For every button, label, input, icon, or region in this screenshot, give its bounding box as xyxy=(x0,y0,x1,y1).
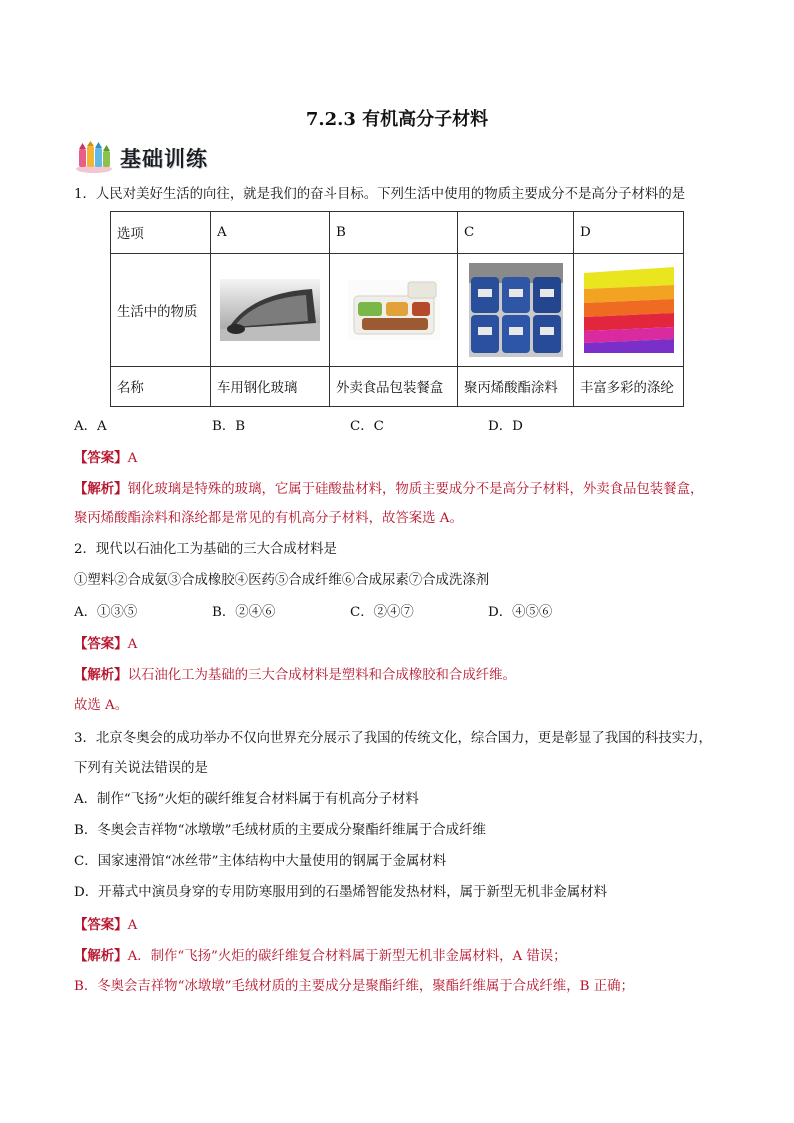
analysis-tag: 【解析】 xyxy=(74,948,128,964)
q3-stem-line-2: 下列有关说法错误的是 xyxy=(74,761,208,776)
table-row xyxy=(111,212,684,254)
q3-stem-line-1: 3．北京冬奥会的成功举办不仅向世界充分展示了我国的传统文化，综合国力，更是彰显了我国的科技实力， xyxy=(74,731,712,746)
answer-tag: 【答案】 xyxy=(74,450,128,466)
answer-value: A xyxy=(127,451,138,466)
q3-choice-d: D．开幕式中演员身穿的专用防寒服用到的石墨烯智能发热材料，属于新型无机非金属材料 xyxy=(74,885,607,900)
table-cell: 车用钢化玻璃 xyxy=(211,367,330,407)
q2-choice-d: D．④⑤⑥ xyxy=(488,605,553,620)
q2-stem: 2．现代以石油化工为基础的三大合成材料是 xyxy=(74,542,337,557)
q3-choice-a: A．制作“飞扬”火炬的碳纤维复合材料属于有机高分子材料 xyxy=(74,792,419,807)
pencils-icon xyxy=(74,141,114,175)
table-cell: 名称 xyxy=(111,367,211,407)
answer-value: A xyxy=(127,637,138,652)
analysis-text: 钢化玻璃是特殊的玻璃，它属于硅酸盐材料，物质主要成分不是高分子材料，外卖食品包装餐盒， xyxy=(127,482,704,497)
analysis-tag: 【解析】 xyxy=(74,481,128,497)
polyester-fabric-image xyxy=(584,267,674,353)
table-cell: 聚丙烯酸酯涂料 xyxy=(458,367,574,407)
table-cell: A xyxy=(211,212,330,254)
q2-conclusion: 故选 A。 xyxy=(74,698,129,713)
q3-analysis-line-1 xyxy=(74,947,567,966)
table-cell xyxy=(574,254,684,367)
q1-analysis-line-1 xyxy=(74,480,703,499)
answer-value: A xyxy=(127,918,138,933)
q3-analysis-line-2: B．冬奥会吉祥物“冰墩墩”毛绒材质的主要成分是聚酯纤维，聚酯纤维属于合成纤维，B 正确； xyxy=(74,979,634,994)
q2-analysis xyxy=(74,666,516,685)
q3-choice-b: B．冬奥会吉祥物“冰墩墩”毛绒材质的主要成分聚酯纤维属于合成纤维 xyxy=(74,823,486,838)
section-header xyxy=(74,140,208,176)
q2-choice-a: A．①③⑤ xyxy=(74,605,138,620)
q1-choice-d: D．D xyxy=(488,419,523,434)
analysis-text: A．制作“飞扬”火炬的碳纤维复合材料属于新型无机非金属材料，A 错误； xyxy=(127,949,567,964)
table-cell: 选项 xyxy=(111,212,211,254)
q1-analysis-line-2: 聚丙烯酸酯涂料和涤纶都是常见的有机高分子材料，故答案选 A。 xyxy=(74,511,463,526)
q2-choice-c: C．②④⑦ xyxy=(350,605,414,620)
table-row xyxy=(111,367,684,407)
q1-stem: 1．人民对美好生活的向往，就是我们的奋斗目标。下列生活中使用的物质主要成分不是高分子材料的是 xyxy=(74,187,686,202)
q3-answer xyxy=(74,916,137,935)
table-cell: 外卖食品包装餐盒 xyxy=(330,367,458,407)
paint-buckets-image xyxy=(469,263,563,357)
q1-table xyxy=(110,211,684,407)
q1-answer xyxy=(74,449,137,468)
answer-tag: 【答案】 xyxy=(74,636,128,652)
q1-choice-b: B．B xyxy=(212,419,246,434)
page-title: 7.2.3 有机高分子材料 xyxy=(305,109,489,130)
section-label: 基础训练 xyxy=(120,147,208,171)
table-cell: D xyxy=(574,212,684,254)
q2-choice-b: B．②④⑥ xyxy=(212,605,276,620)
table-cell xyxy=(330,254,458,367)
q1-choice-a: A．A xyxy=(74,419,107,434)
table-cell xyxy=(211,254,330,367)
table-cell: 生活中的物质 xyxy=(111,254,211,367)
q2-options: ①塑料②合成氨③合成橡胶④医药⑤合成纤维⑥合成尿素⑦合成洗涤剂 xyxy=(74,573,490,588)
car-window-image xyxy=(220,279,320,341)
analysis-tag: 【解析】 xyxy=(74,667,128,683)
analysis-text: 以石油化工为基础的三大合成材料是塑料和合成橡胶和合成纤维。 xyxy=(127,668,516,683)
table-cell xyxy=(458,254,574,367)
food-box-image xyxy=(348,280,440,340)
table-row xyxy=(111,254,684,367)
q3-choice-c: C．国家速滑馆“冰丝带”主体结构中大量使用的钢属于金属材料 xyxy=(74,854,447,869)
table-cell: B xyxy=(330,212,458,254)
q2-answer xyxy=(74,635,137,654)
q1-choice-c: C．C xyxy=(350,419,384,434)
answer-tag: 【答案】 xyxy=(74,917,128,933)
table-cell: C xyxy=(458,212,574,254)
table-cell: 丰富多彩的涤纶 xyxy=(574,367,684,407)
